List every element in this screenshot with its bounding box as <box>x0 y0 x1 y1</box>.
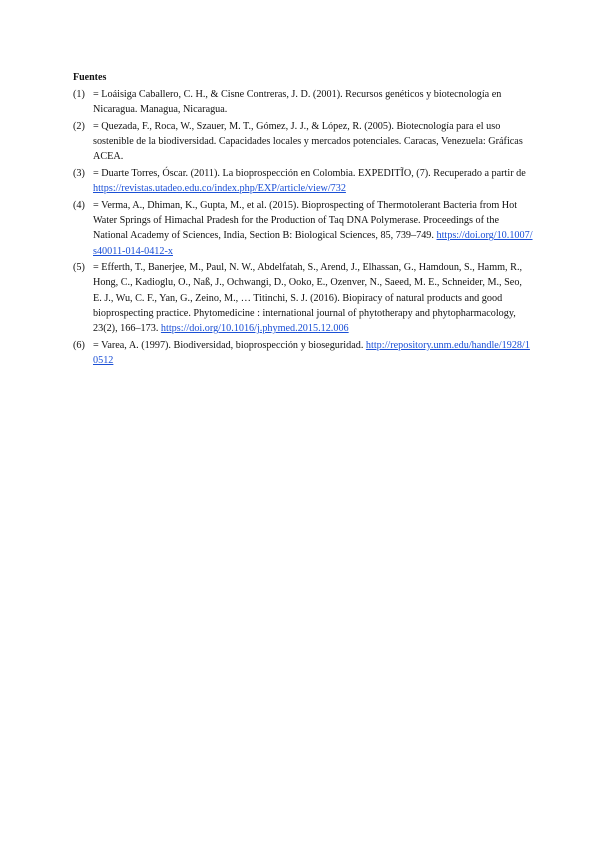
reference-link[interactable]: http://repository.unm.edu/handle/1928/10512 <box>93 339 530 366</box>
reference-item <box>73 119 533 165</box>
reference-text: = Efferth, T., Banerjee, M., Paul, N. W., Abdelfatah, S., Arend, J., Elhassan, G., Hamdoun, S., Hamm, R., Hong, C., Kadioglu, O., Naß, J., Ochwangi, D., Ooko, E., Ozenver, N., Saeed, M. E., Schneider, M., Seo, E. J., Wu, C. F., Yan, G., Zeino, M., … Titinchi, S. J. (2016). Biopiracy of natural products and good bioprospecting practice. Phytomedicine : international journal of phytotherapy and phytopharmacology, 23(2), 166–173. <box>93 262 523 335</box>
reference-item <box>73 166 533 196</box>
references-list <box>73 87 533 370</box>
reference-item <box>73 338 533 368</box>
reference-text: = Duarte Torres, Óscar. (2011). La bioprospección en Colombia. EXPEDITĨO, (7). Recuperado a partir de <box>93 168 526 180</box>
reference-link[interactable]: https://doi.org/10.1007/s40011-014-0412-x <box>93 230 533 257</box>
reference-item <box>73 198 533 259</box>
reference-number: (4) <box>73 199 85 211</box>
reference-text: = Varea, A. (1997). Biodiversidad, bioprospección y bioseguridad. <box>93 339 366 351</box>
reference-number: (6) <box>73 339 85 351</box>
reference-item <box>73 260 533 336</box>
reference-number: (1) <box>73 89 85 100</box>
reference-item <box>73 87 533 117</box>
reference-number: (3) <box>73 168 85 180</box>
reference-link[interactable]: https://doi.org/10.1016/j.phymed.2015.12.006 <box>160 323 349 335</box>
reference-text: = Loáisiga Caballero, C. H., & Cisne Contreras, J. D. (2001). Recursos genéticos y biotecnología en Nicaragua. Managua, Nicaragua. <box>93 89 502 116</box>
references-heading: Fuentes <box>73 72 107 83</box>
reference-body <box>93 260 533 336</box>
reference-text: = Verma, A., Dhiman, K., Gupta, M., et al. (2015). Bioprospecting of Thermotolerant Bacteria from Hot Water Springs of Himachal Pradesh for the Production of Taq DNA Polymerase. Proceedings of the National Academy of Sciences, India, Section B: Biological Sciences, 85, 739–749. <box>93 199 518 242</box>
reference-body <box>93 198 533 259</box>
reference-number: (5) <box>73 262 85 274</box>
reference-body <box>93 338 533 368</box>
reference-text: = Quezada, F., Roca, W., Szauer, M. T., Gómez, J. J., & López, R. (2005). Biotecnología para el uso sostenible de la biodiversidad. Capacidades locales y mercados potenciales. Caracas, Venezuela: Gráficas ACEA. <box>93 120 523 163</box>
reference-body <box>93 166 533 196</box>
reference-link[interactable]: https://revistas.utadeo.edu.co/index.php/EXP/article/view/732 <box>93 183 346 195</box>
reference-number: (2) <box>73 120 85 132</box>
